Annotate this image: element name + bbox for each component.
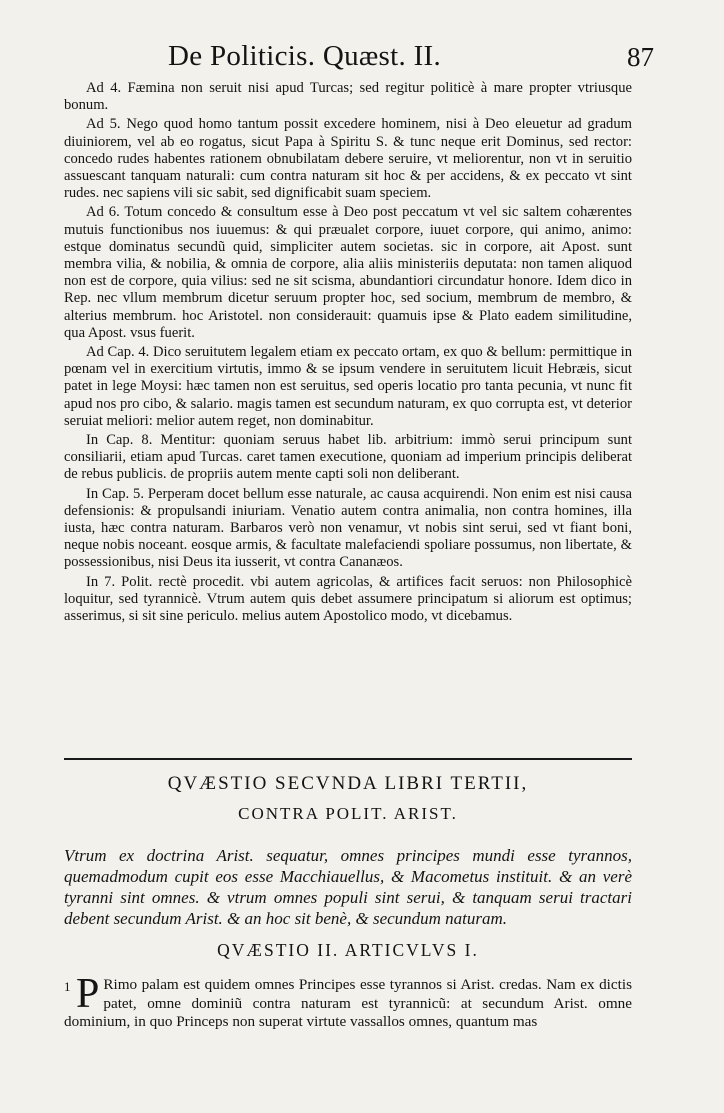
running-head (0, 36, 724, 76)
running-title: De Politicis. Quæst. II. (168, 40, 442, 72)
paragraph-ad-cap-4: Ad Cap. 4. Dico seruitutem legalem etiam ex peccato ortam, ex quo & bellum: permittique in pœnam vel in exercitium virtutis, immo & se ipsum vendere in seruitutem licuit Hebræis, sicut patet in lege Moysi: hæc tamen non est seruitus, sed operis locatio pro tanta pecunia, vt nunc fit apud nos pro cibo, & salario. magis tamen est secundum naturam, ex quo corrupta est, vt deterior seruiat meliori: melior autem reget, non dominabitur. (64, 344, 632, 429)
body-text (64, 80, 632, 627)
drop-cap: P (76, 971, 100, 1017)
paragraph-ad-4: Ad 4. Fæmina non seruit nisi apud Turcas; sed regitur politicè à mare propter vtriusque bonum. (64, 80, 632, 114)
question-summary: Vtrum ex doctrina Arist. sequatur, omnes principes mundi esse tyrannos, quemadmodum cupit eos esse Macchiauellus, & Macometus instituit. & an verè tyranni sint omnes. & vtrum omnes populi sint serui, & tanquam serui tractari debent secundum Arist. & an hoc sit benè, & secundum naturam. (64, 846, 632, 928)
paragraph-in-cap-5: In Cap. 5. Perperam docet bellum esse naturale, ac causa acquirendi. Non enim est nisi causa defensionis: & propulsandi iniuriam. Venatio autem contra animalia, non contra homines, illa iusta, hæc contra naturam. Barbaros verò non venamur, vt nobis sint serui, sed vt fiant boni, neque nobis noceant. eosque armis, & facultate malefaciendi spoliare possumus, non libertate, & possessionibus, nisi Deus ita iusserit, vt contra Cananæos. (64, 485, 632, 571)
paragraph-in-7: In 7. Polit. rectè procedit. vbi autem agricolas, & artifices facit seruos: non Philosophicè loquitur, sed tyrannicè. Vtrum autem quis debet assumere principatum si aliorum est optimus; asserimus, si sit sine periculo. melius autem Apostolico modo, vt dicebamus. (64, 573, 632, 625)
paragraph-ad-5: Ad 5. Nego quod homo tantum possit excedere hominem, nisi à Deo eleuetur ad gradum diuiniorem, vel ab eo rogatus, sicut Papa à Spiritu S. & tunc neque erit Dominus, sed rector: concedo rudes habentes rationem obnubilatam debere seruire, vt meliorentur, non vt in seruitio assuescant tanquam naturali: cum contra naturam sit hoc & per accidens, & ex peccato vt sint rudes. nec sapiens vili sic sabit, sed dignificabit suam speciem. (64, 116, 632, 202)
page-number: 87 (627, 42, 654, 72)
question-subtitle: CONTRA POLIT. ARIST. (238, 804, 458, 823)
paragraph-in-cap-8: In Cap. 8. Mentitur: quoniam seruus habet lib. arbitrium: immò serui principum sunt consiliarii, etiam apud Turcas. caret tamen executione, quoniam ad imperium principis deliberat de rebus publicis. de propriis autem mente capti soli non deliberant. (64, 432, 632, 483)
section-divider (64, 758, 632, 760)
article-text: Rimo palam est quidem omnes Principes esse tyrannos si Arist. credas. Nam ex dictis patet, omne dominiũ contra naturam est tyrannicũ: at secundum Arist. omne dominium, in quo Princeps non superat virtute vassallos omnes, quantum mas (64, 976, 632, 1030)
question-title: QVÆSTIO SECVNDA LIBRI TERTII, (167, 773, 529, 794)
article-marker: 1 (64, 979, 71, 994)
article-body (64, 971, 632, 1032)
article-heading: QVÆSTIO II. ARTICVLVS I. (217, 940, 479, 960)
paragraph-ad-6: Ad 6. Totum concedo & consultum esse à Deo post peccatum vt vel sic saltem cohærentes mutuis functionibus nos iuuemus: & qui præualet corpore, iuuet corpore, qui animo, animo: estque dominatus secundũ quid, simpliciter autem societas. sic in corpore, ait Apost. sunt membra vilia, & nobilia, & omnia de corpore, alia aliis ministeriis deputata: non tamen aliquod non est de corpore, quia vilius: sed ne sit scisma, abundantiori circundatur honore. Idem dico in Rep. nec vllum membrum dicetur seruum propter hoc, sed socium, membrum de membro, & alterius membrum. hoc Aristotel. non considerauit: quamuis ipse & Plato eadem similitudine, qua Apost. vsus fuerit. (64, 204, 632, 341)
